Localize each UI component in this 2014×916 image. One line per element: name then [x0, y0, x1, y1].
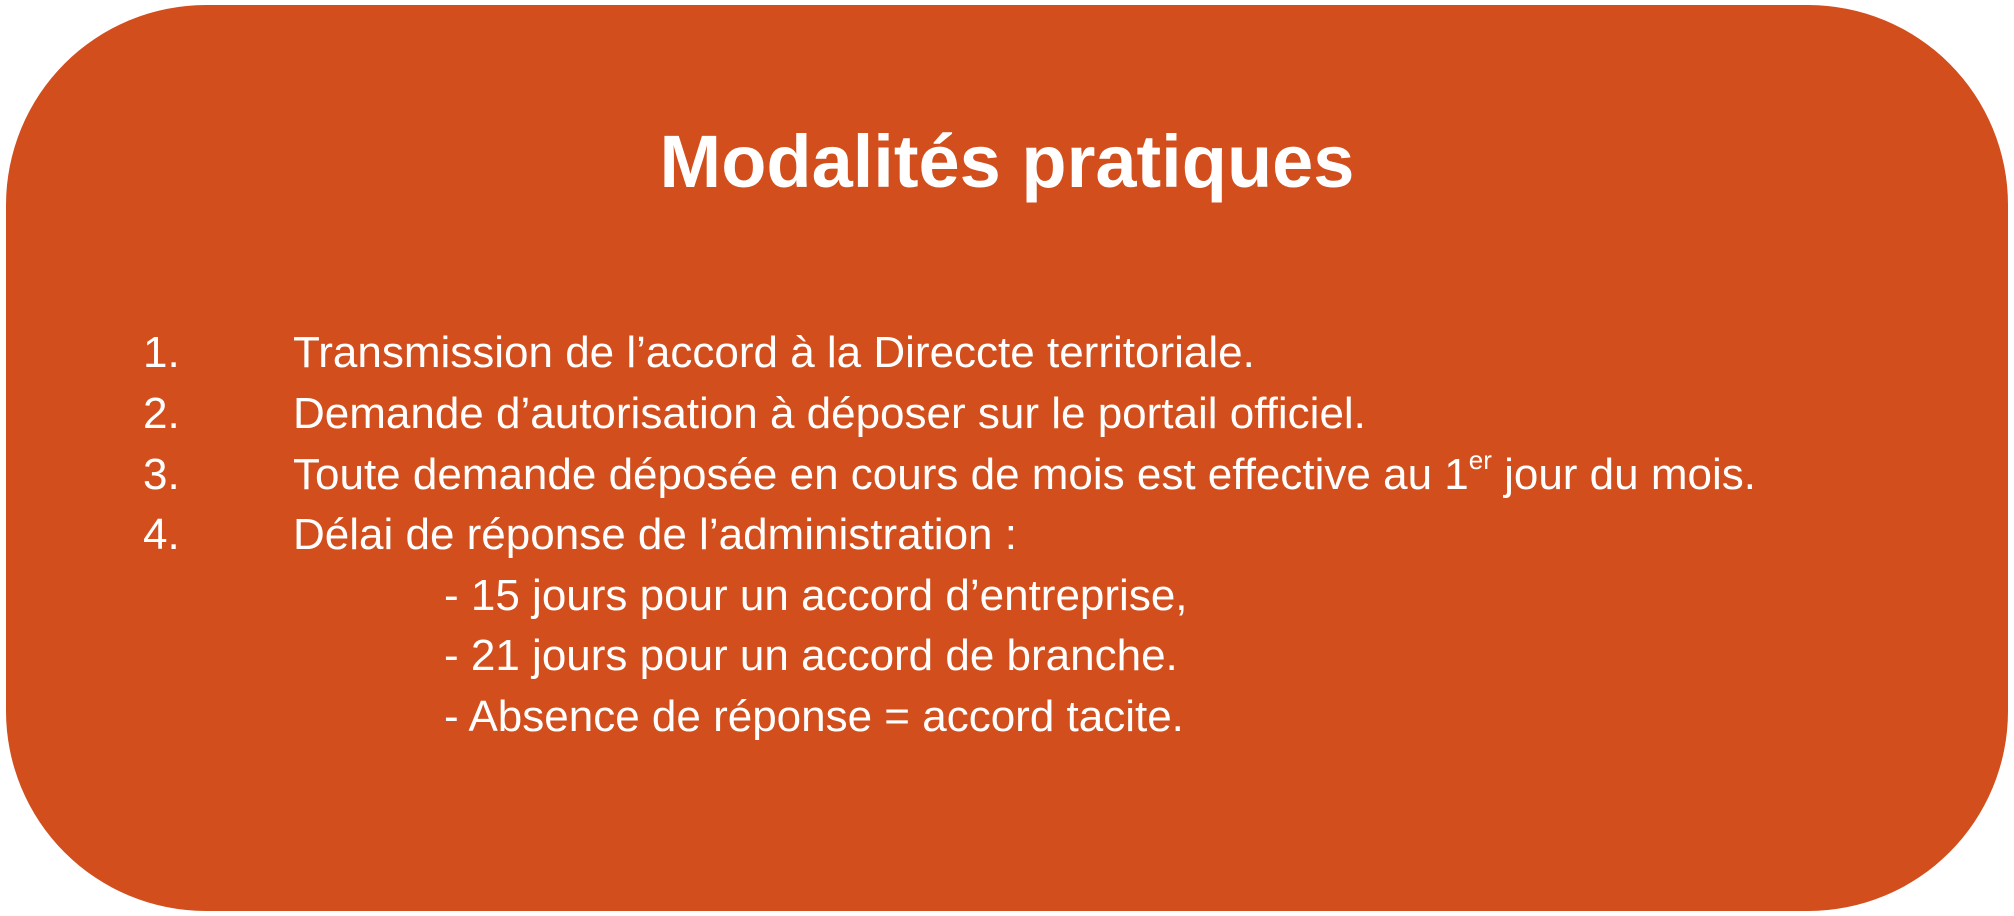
list-item-text	[293, 445, 1756, 505]
panel-title: Modalités pratiques	[659, 120, 1355, 203]
list-item-number: 3.	[143, 450, 180, 499]
list-item-number: 2.	[143, 389, 180, 438]
superscript-ordinal: er	[1468, 445, 1492, 476]
sub-list-item-text: - Absence de réponse = accord tacite.	[444, 692, 1184, 741]
list-item-number: 1.	[143, 328, 180, 377]
ordered-list	[6, 5, 2008, 911]
sub-list-item-text: - 21 jours pour un accord de branche.	[444, 631, 1178, 680]
info-panel	[6, 5, 2008, 911]
list-item-number: 4.	[143, 510, 180, 559]
list-item-text-tail: jour du mois.	[1491, 450, 1756, 499]
list-item-text-main: Toute demande déposée en cours de mois est effective au 1	[293, 450, 1469, 499]
list-item-text: Demande d’autorisation à déposer sur le portail officiel.	[293, 389, 1366, 438]
list-item-text: Délai de réponse de l’administration :	[293, 510, 1017, 559]
sub-list-item-text: - 15 jours pour un accord d’entreprise,	[444, 571, 1188, 620]
list-item-text: Transmission de l’accord à la Direccte territoriale.	[293, 328, 1255, 377]
